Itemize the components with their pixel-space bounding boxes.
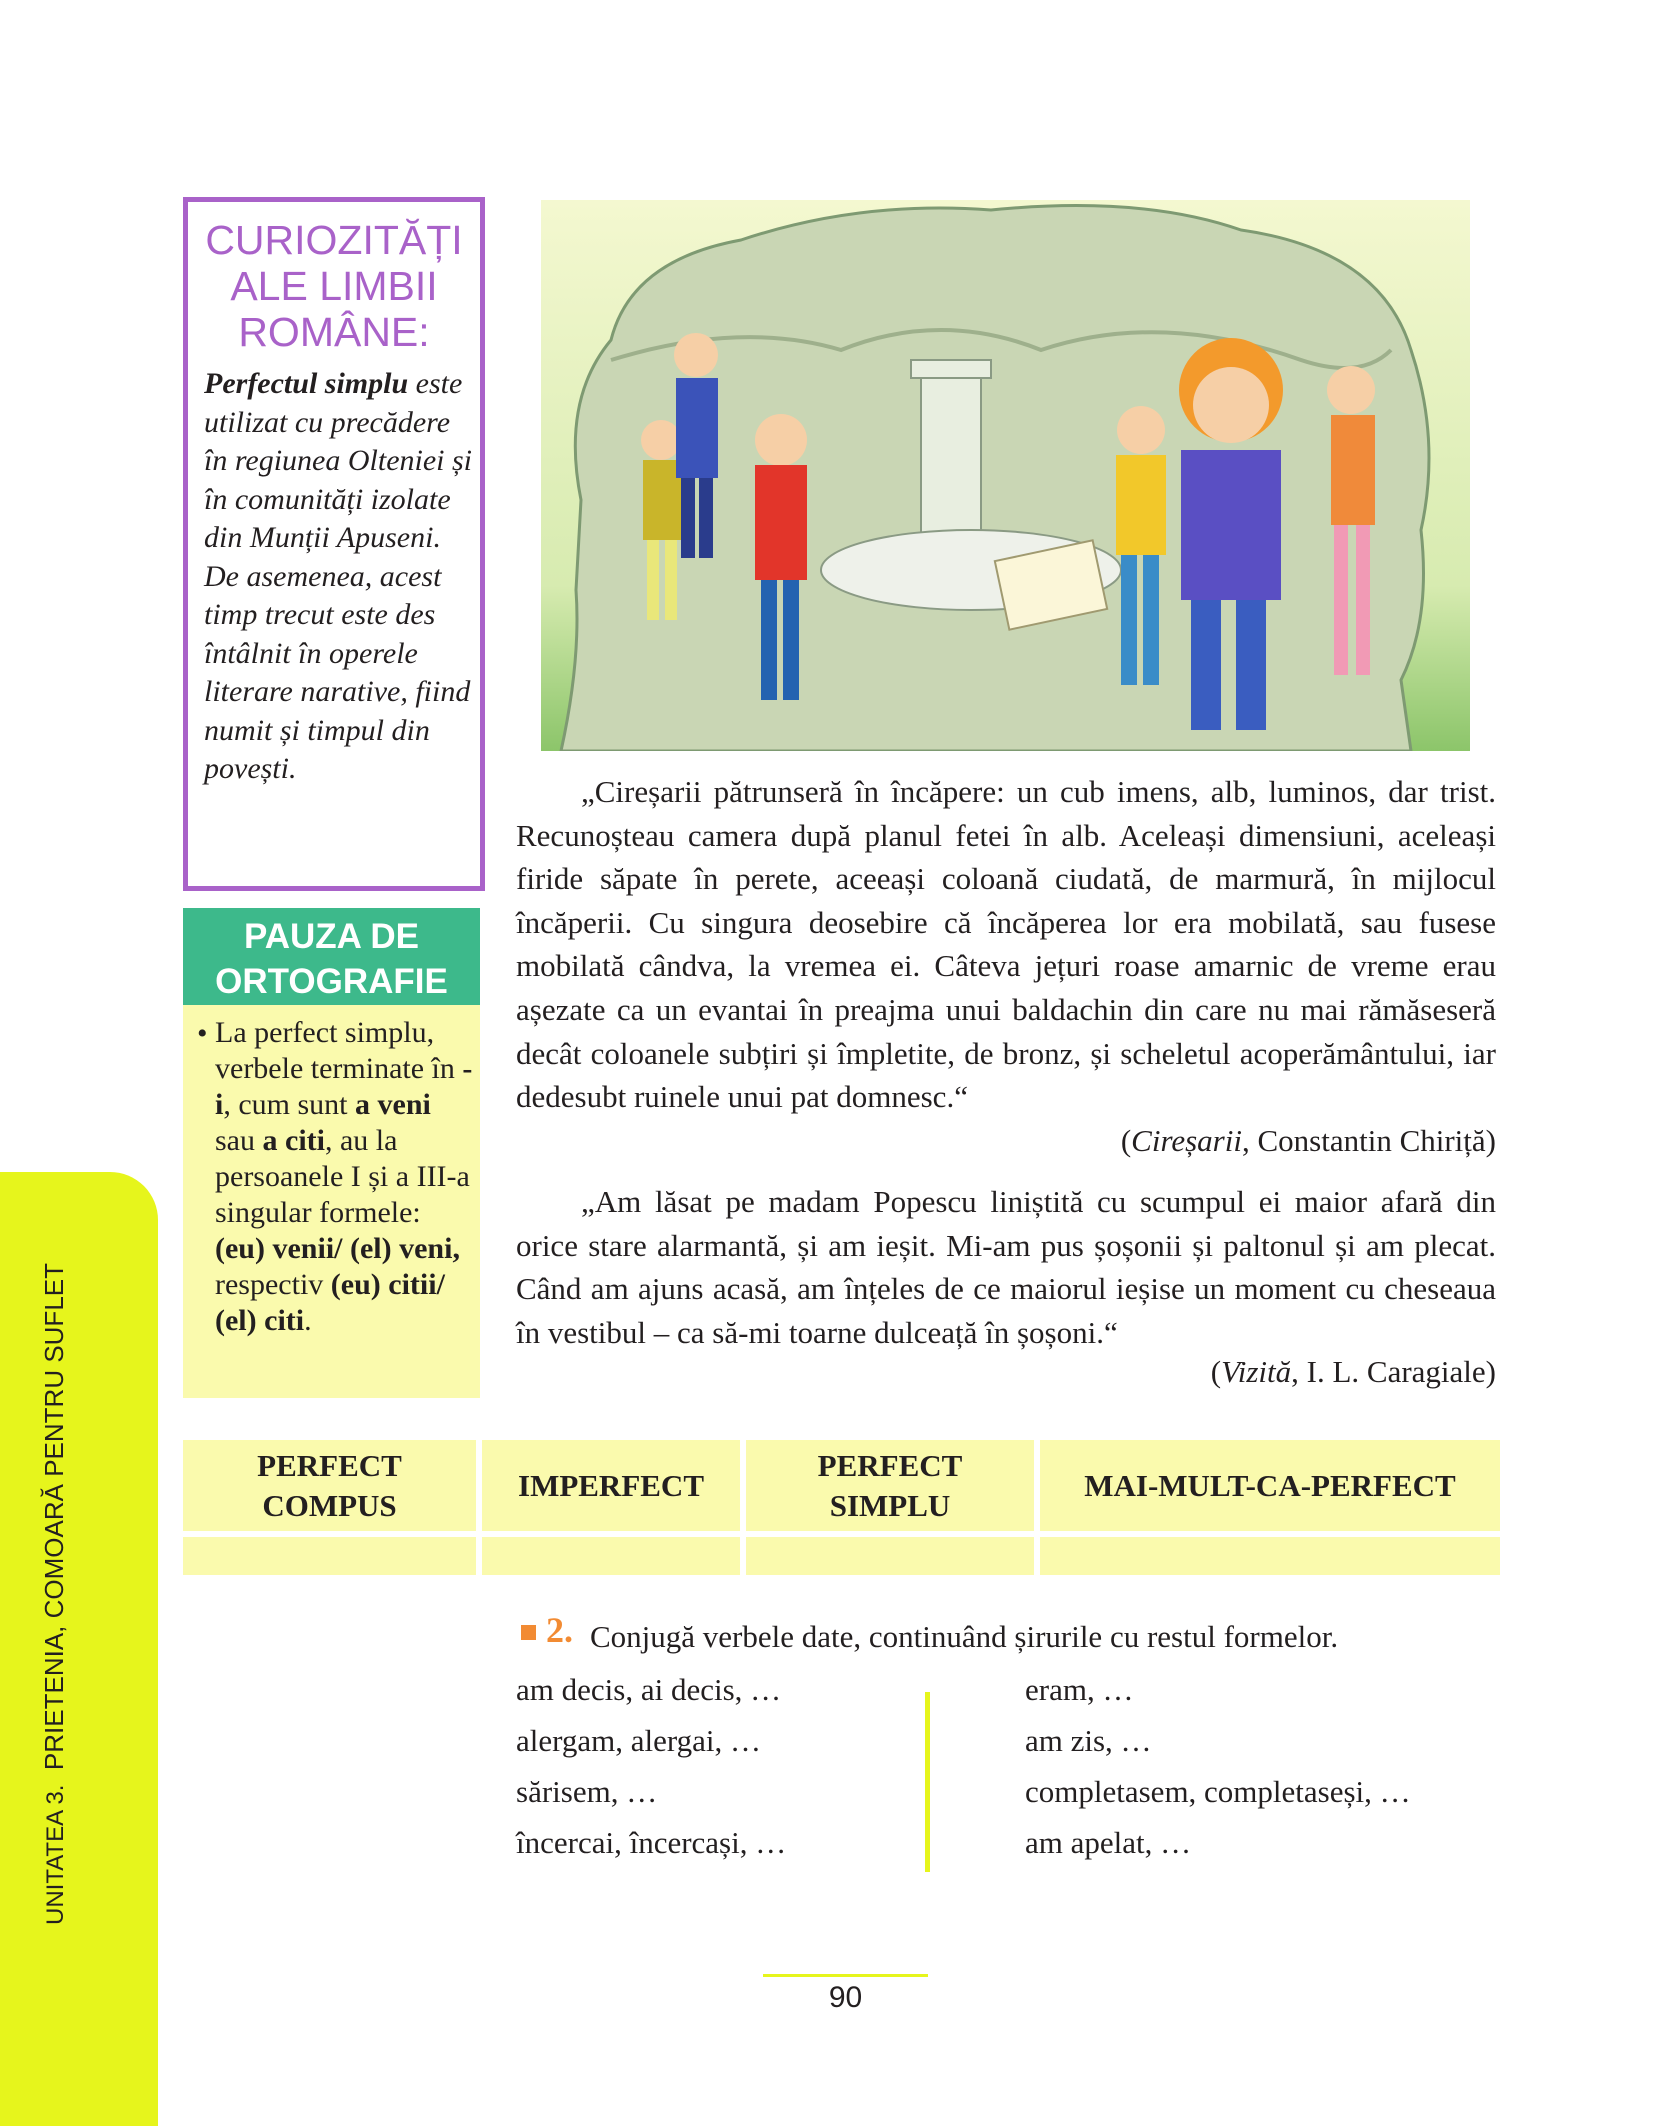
pauza-bold-part: (eu) citii/ (el) citi (215, 1268, 445, 1337)
source-author: , I. L. Caragiale) (1291, 1354, 1496, 1389)
source-author: , Constantin Chiriță) (1241, 1123, 1496, 1158)
source-title: Vizită (1221, 1354, 1292, 1389)
curiosity-text (204, 365, 480, 789)
quote-paragraph-1: „Cireșarii pătrunseră în încăpere: un cub imens, alb, luminos, dar trist. Recunoșteau camera după planul fetei în alb. Aceleași dimensiuni, aceleași firide săpate în perete, aceeași coloană ciudată, de marmură, în mijlocul încăperii. Cu singura deosebire că încăperea lor era mobilată, sau fusese mobilată cândva, la vremea ei. Câteva jețuri roase amarnic de vreme erau așezate ca un evantai în preajma unui baldachin din care nu mai rămăseseră decât coloanele subțiri și împletite, de bronz, și scheletul acoperământului, iar dedesubt ruinele unui pat domnesc.“ (516, 774, 1496, 1115)
quote-source-2 (1211, 1352, 1496, 1392)
exercise-item: am zis, … (1025, 1723, 1152, 1758)
bullet-icon: • (197, 1017, 208, 1050)
source-title: Cireșarii (1131, 1123, 1242, 1158)
exercise-item: eram, … (1025, 1672, 1134, 1707)
unit-title: PRIETENIA, COMOARĂ PENTRU SUFLET (39, 1262, 69, 1771)
pauza-text-part: La perfect simplu, verbele terminate în (215, 1016, 463, 1085)
pauza-bold-part: a citi (262, 1124, 325, 1157)
quote-source-1 (1121, 1121, 1496, 1161)
table-cell-empty[interactable] (1040, 1537, 1500, 1575)
pauza-title: PAUZA DE ORTOGRAFIE (183, 908, 480, 1005)
table-cell-empty[interactable] (482, 1537, 740, 1575)
exercise-number: 2. (546, 1610, 573, 1650)
unit-prefix: UNITATEA 3. (42, 1784, 69, 1925)
curiosity-body: este utilizat cu precădere în regiunea Olteniei și în comunități izolate din Munții Apuseni. De asemenea, acest timp trecut este des întâlnit în operele literare narative, fiind numit și timpul din povești. (204, 367, 473, 785)
exercise-instruction: Conjugă verbele date, continuând șirurile cu restul formelor. (590, 1619, 1339, 1654)
page-number: 90 (828, 1981, 863, 2014)
table-header-perfect-compus: PERFECT COMPUS (183, 1440, 476, 1531)
pauza-text-part: respectiv (215, 1268, 331, 1301)
table-cell-empty[interactable] (183, 1537, 476, 1575)
pauza-text (215, 1015, 473, 1339)
curiosity-box (183, 197, 485, 891)
curiosity-title: CURIOZITĂȚI ALE LIMBII ROMÂNE: (205, 217, 463, 355)
quote-paragraph-2: „Am lăsat pe madam Popescu liniștită cu scumpul ei maior afară din orice stare alarmantă, și am ieșit. Mi-am pus șoșonii și paltonul și am plecat. Când am ajuns acasă, am înțeles de ce maiorul ieșise un moment cu cheseaua în vestibul – ca să-mi toarne dulceață în șoșoni.“ (516, 1184, 1496, 1350)
page-number-line (763, 1974, 928, 1977)
exercise-item: completasem, completaseși, … (1025, 1774, 1411, 1809)
exercise-item: încercai, încercași, … (516, 1825, 787, 1860)
table-header-perfect-simplu: PERFECT SIMPLU (746, 1440, 1034, 1531)
children-illustration (541, 200, 1470, 751)
curiosity-lead: Perfectul simplu (204, 367, 409, 400)
pauza-bold-part: a veni (355, 1088, 431, 1121)
exercise-marker-icon (521, 1625, 536, 1640)
unit-tab (0, 1172, 158, 2126)
unit-label (34, 1165, 74, 1925)
table-cell-empty[interactable] (746, 1537, 1034, 1575)
exercise-item: alergam, alergai, … (516, 1723, 762, 1758)
pauza-bold-part: (eu) venii/ (el) veni, (215, 1232, 460, 1265)
table-header-mai-mult-ca-perfect: MAI-MULT-CA-PERFECT (1040, 1440, 1500, 1531)
pauza-text-part: sau (215, 1124, 263, 1157)
source-paren: ( (1210, 1354, 1222, 1389)
column-divider (925, 1692, 930, 1872)
source-paren: ( (1120, 1123, 1132, 1158)
pauza-text-part: , cum sunt (223, 1088, 356, 1121)
exercise-item: am decis, ai decis, … (516, 1672, 782, 1707)
pauza-box (183, 1005, 480, 1398)
table-header-imperfect: IMPERFECT (482, 1440, 740, 1531)
pauza-text-part: . (304, 1304, 312, 1337)
exercise-item: am apelat, … (1025, 1825, 1192, 1860)
pauza-text-part: , au la persoanele I și a III-a singular formele: (215, 1124, 470, 1229)
exercise-item: sărisem, … (516, 1774, 658, 1809)
pauza-bold-part: -i (215, 1052, 473, 1121)
